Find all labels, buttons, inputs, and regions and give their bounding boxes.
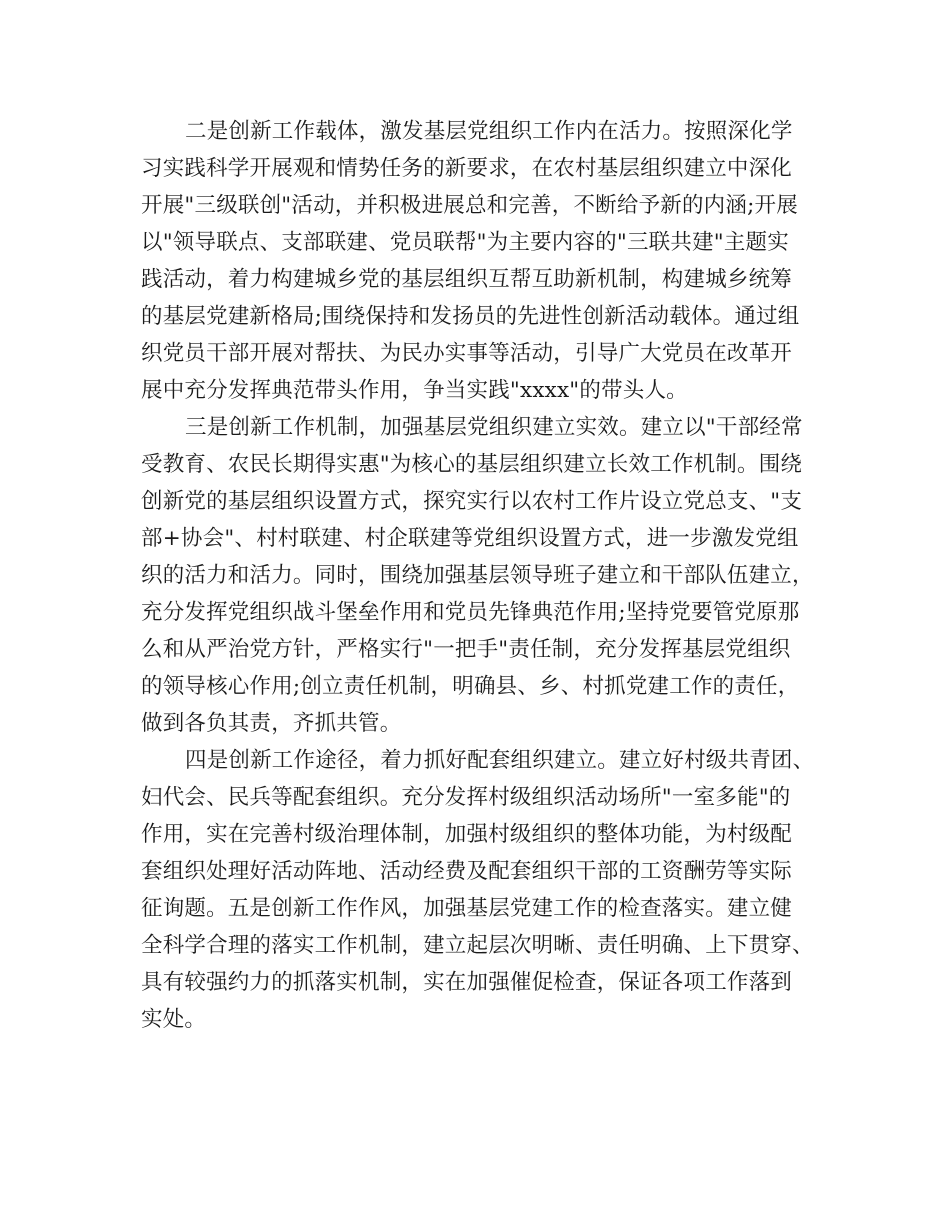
paragraph-line: 织的活力和活力。同时，围绕加强基层领导班子建立和干部队伍建立， [141,563,814,588]
paragraph-line: 创新党的基层组织设置方式，探究实行以农村工作片设立党总支、"支 [141,489,803,514]
paragraph-line: 的基层党建新格局;围绕保持和发扬员的先进性创新活动载体。通过组 [141,304,800,329]
paragraph-innovate-approach [141,742,823,1038]
paragraph-line: 织党员干部开展对帮扶、为民办实事等活动，引导广大党员在改革开 [141,341,793,366]
paragraph-line: 具有较强约力的抓落实机制，实在加强催促检查，保证各项工作落到 [141,970,793,995]
paragraph-line: 习实践科学开展观和情势任务的新要求，在农村基层组织建立中深化 [141,156,793,181]
paragraph-line: 套组织处理好活动阵地、活动经费及配套组织干部的工资酬劳等实际 [141,859,793,884]
paragraph-line: 展中充分发挥典范带头作用，争当实践"xxxx"的带头人。 [141,378,688,403]
paragraph-line: 部+协会"、村村联建、村企联建等党组织设置方式，进一步激发党组 [141,526,799,551]
paragraph-innovate-carrier [141,113,823,409]
paragraph-line: 以"领导联点、支部联建、党员联帮"为主要内容的"三联共建"主题实 [141,230,789,255]
paragraph-innovate-mechanism [141,409,823,742]
paragraph-line: 的领导核心作用;创立责任机制，明确县、乡、村抓党建工作的责任， [141,674,800,699]
paragraph-line: 做到各负其责，齐抓共管。 [141,711,402,736]
paragraph-line: 么和从严治党方针，严格实行"一把手"责任制，充分发挥基层党组织 [141,637,791,662]
paragraph-line: 征询题。五是创新工作作风，加强基层党建工作的检查落实。建立健 [141,896,793,921]
paragraph-line: 开展"三级联创"活动，并积极进展总和完善，不断给予新的内涵;开展 [141,193,798,218]
paragraph-line: 践活动，着力构建城乡党的基层组织互帮互助新机制，构建城乡统筹 [141,267,793,292]
document-body [141,113,823,1038]
paragraph-line: 受教育、农民长期得实惠"为核心的基层组织建立长效工作机制。围绕 [141,452,803,477]
paragraph-line: 全科学合理的落实工作机制，建立起层次明晰、责任明确、上下贯穿、 [141,933,814,958]
paragraph-line: 实处。 [141,1007,207,1032]
paragraph-line: 妇代会、民兵等配套组织。充分发挥村级组织活动场所"一室多能"的 [141,785,791,810]
paragraph-line: 作用，实在完善村级治理体制，加强村级组织的整体功能，为村级配 [141,822,793,847]
paragraph-line: 充分发挥党组织战斗堡垒作用和党员先锋典范作用;坚持党要管党原那 [141,600,800,625]
paragraph-line: 三是创新工作机制，加强基层党组织建立实效。建立以"干部经常 [185,415,803,440]
paragraph-line: 四是创新工作途径，着力抓好配套组织建立。建立好村级共青团、 [185,748,815,773]
paragraph-line: 二是创新工作载体，激发基层党组织工作内在活力。按照深化学 [185,119,793,144]
